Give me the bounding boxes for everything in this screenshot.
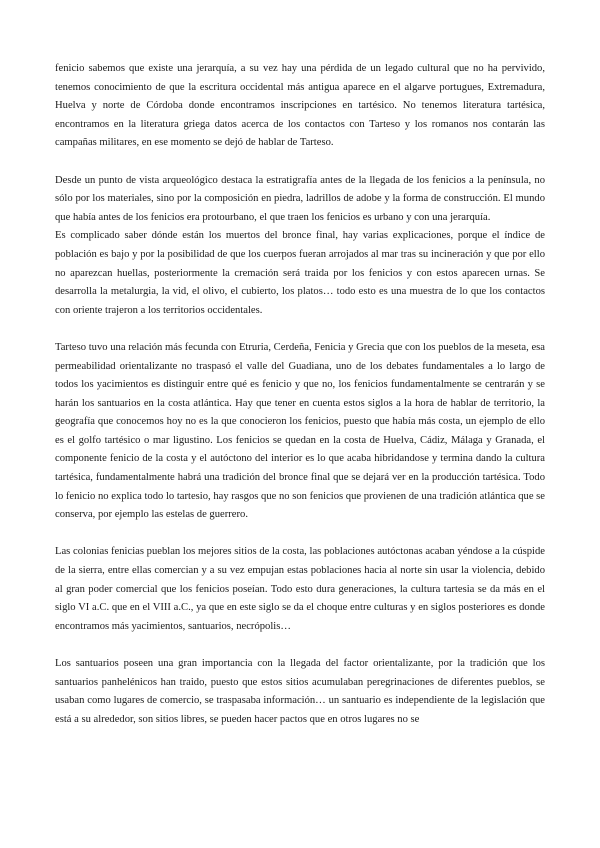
paragraph-spacer	[55, 320, 545, 339]
paragraph-spacer	[55, 525, 545, 544]
paragraph-3: Es complicado saber dónde están los muertos del bronce final, hay varias explicaciones, porque el índice de población es bajo y por la posibilidad de que los cuerpos fueran arrojados al mar tras su incineración y que por ello no aparezcan huellas, posteriormente la cremación será traida por los fenicios y con estos aparecen urnas. Se desarrolla la metalurgia, la vid, el olivo, el cubierto, los platos… todo esto es una muestra de lo que los contactos con oriente trajeron a los territorios occidentales.	[55, 230, 545, 316]
paragraph-1: fenicio sabemos que existe una jerarquía, a su vez hay una pérdida de un legado cultural que no ha pervivido, tenemos conocimiento de que la escritura occidental más antigua aparece en el algarve portugues, Extremadura, Huelva y norte de Córdoba donde encontramos inscripciones en tartésico. No tenemos literatura tartésica, encontramos en la literatura griega datos acerca de los contactos con Tarteso y los romanos nos contarán las campañas militares, en ese momento se dejó de hablar de Tarteso.	[55, 63, 545, 149]
paragraph-4: Tarteso tuvo una relación más fecunda con Etruria, Cerdeña, Fenicia y Grecia que con los pueblos de la meseta, esa permeabilidad orientalizante no traspasó el valle del Guadiana, uno de los debates fundamentales a lo largo de todos los yacimientos es distinguir entre qué es fenicio y que no, los fenicios fundamentalmente se centrarán y se harán los santuarios en la costa atlántica. Hay que tener en cuenta estos siglos a la hora de hablar de territorio, la geografía que conocemos hoy no es la que conocieron los fenicios, puesto que había más costa, un ejemplo de ello es el golfo tartésico o mar ligustino. Los fenicios se quedan en la costa de Huelva, Cádiz, Málaga y Granada, el componente fenicio de la costa y el autóctono del interior es lo que acaba hibridandose y termina dando la cultura tartésica, fundamentalmente habrá una tradición del bronce final que se dejará ver en la producción tartésica. Todo lo fenicio no explica todo lo tartesio, hay rasgos que no son fenicios que provienen de una tradición atlántica que se conserva, por ejemplo las estelas de guerrero.	[55, 341, 545, 521]
paragraph-5: Las colonias fenicias pueblan los mejores sitios de la costa, las poblaciones autóctonas acaban yéndose a la cúspide de la sierra, entre ellas comercian y a su vez empujan estas poblaciones hacia al norte sin usar la violencia, debido al gran poder comercial que los fenicios poseían. Todo esto dura generaciones, la cultura tartesia se da más en el siglo VI a.C. que en el VIII a.C., ya que en este siglo se da el choque entre culturas y en siglos posteriores es donde encontramos más yacimientos, santuarios, necrópolis…	[55, 546, 545, 632]
document-page	[55, 60, 545, 729]
paragraph-spacer	[55, 636, 545, 655]
paragraph-spacer	[55, 153, 545, 172]
paragraph-2: Desde un punto de vista arqueológico destaca la estratigrafía antes de la llegada de los fenicios a la península, no sólo por los materiales, sino por la composición en piedra, ladrillos de adobe y la forma de construcción. El mundo que había antes de los fenicios era protourbano, el que traen los fenicios es urbano y con una jerarquía.	[55, 174, 545, 223]
paragraph-6: Los santuarios poseen una gran importancia con la llegada del factor orientalizante, por la tradición que los santuarios panhelénicos han traido, puesto que estos sitios acumulaban peregrinaciones de diferentes pueblos, se usaban como lugares de comercio, se traspasaba información… un santuario es independiente de la legislación que está a su alrededor, son sitios libres, se pueden hacer pactos que en otros lugares no se	[55, 658, 545, 725]
